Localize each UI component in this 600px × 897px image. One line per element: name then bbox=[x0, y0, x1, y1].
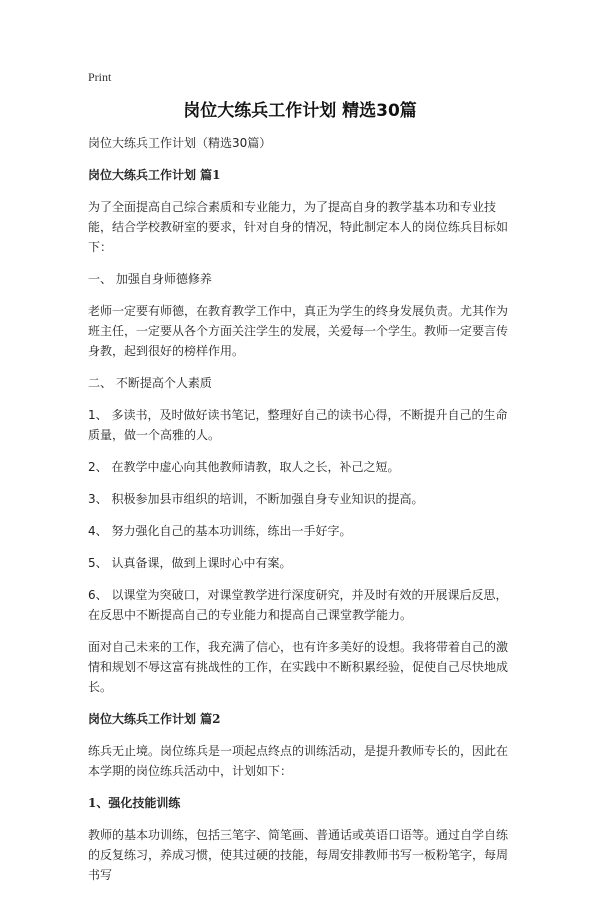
section-heading: 岗位大练兵工作计划 篇2 bbox=[88, 712, 221, 726]
paragraph: 6、 以课堂为突破口，对课堂教学进行深度研究，并及时有效的开展课后反思，在反思中不断提高自己的专业能力和提高自己课堂教学能力。 bbox=[88, 588, 508, 622]
print-link[interactable]: Print bbox=[88, 70, 112, 84]
section-heading: 1、强化技能训练 bbox=[88, 796, 181, 810]
paragraph: 2、 在教学中虚心向其他教师请教，取人之长，补己之短。 bbox=[88, 460, 400, 474]
paragraph: 4、 努力强化自己的基本功训练，练出一手好字。 bbox=[88, 524, 352, 538]
paragraph: 二、 不断提高个人素质 bbox=[88, 376, 212, 390]
paragraph: 3、 积极参加县市组织的培训，不断加强自身专业知识的提高。 bbox=[88, 492, 424, 506]
document-body bbox=[88, 133, 518, 897]
section-heading: 岗位大练兵工作计划 篇1 bbox=[88, 168, 221, 182]
page-title: 岗位大练兵工作计划 精选30篇 bbox=[183, 101, 417, 121]
paragraph: 教师的基本功训练，包括三笔字、简笔画、普通话或英语口语等。通过自学自练的反复练习，养成习惯，使其过硬的技能，每周安排教师书写一板粉笔字，每周书写 bbox=[88, 828, 509, 882]
paragraph: 面对自己未来的工作，我充满了信心，也有许多美好的设想。我将带着自己的激情和规划不辱这富有挑战性的工作，在实践中不断积累经验，促使自己尽快地成长。 bbox=[88, 640, 509, 694]
paragraph: 5、 认真备课，做到上课时心中有案。 bbox=[88, 556, 292, 570]
paragraph: 一、 加强自身师德修养 bbox=[88, 272, 212, 286]
paragraph: 老师一定要有师德，在教育教学工作中，真正为学生的终身发展负责。尤其作为班主任，一定要从各个方面关注学生的发展，关爱每一个学生。教师一定要言传身教，起到很好的榜样作用。 bbox=[88, 304, 509, 358]
paragraph: 练兵无止境。岗位练兵是一项起点终点的训练活动，是提升教师专长的，因此在本学期的岗位练兵活动中，计划如下： bbox=[88, 744, 509, 778]
paragraph: 岗位大练兵工作计划（精选30篇） bbox=[88, 136, 272, 150]
paragraph: 为了全面提高自己综合素质和专业能力，为了提高自身的教学基本功和专业技能，结合学校教研室的要求，针对自身的情况，特此制定本人的岗位练兵目标如下： bbox=[88, 200, 509, 254]
paragraph: 1、 多读书，及时做好读书笔记，整理好自己的读书心得，不断提升自己的生命质量，做一个高雅的人。 bbox=[88, 408, 508, 442]
